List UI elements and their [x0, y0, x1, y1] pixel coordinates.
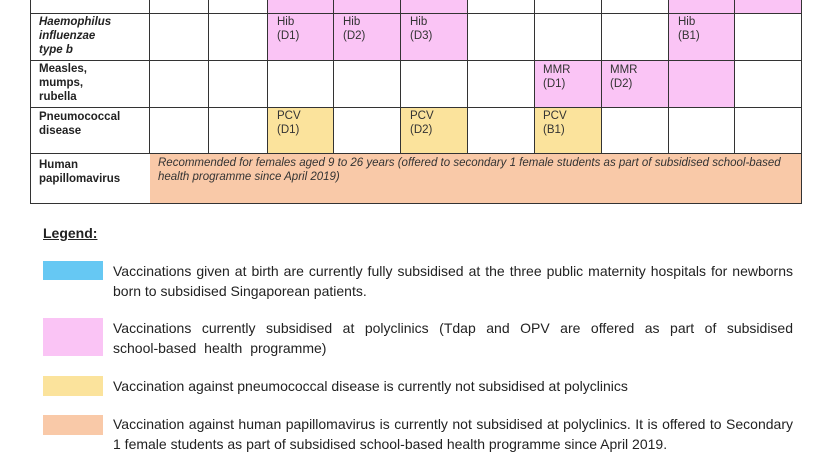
legend-title: Legend:: [43, 225, 98, 241]
legend-swatch-polyclinic: [43, 318, 103, 356]
legend-text-polyclinic: Vaccinations currently subsidised at polyclinics (Tdap and OPV are offered as part of subsidised school-based health programme): [113, 320, 793, 356]
vaccination-schedule-table: [0, 0, 830, 204]
legend-text-birth: Vaccinations given at birth are currently fully subsidised at the three public maternity hospitals for newborns born to subsidised Singaporean patients.: [113, 263, 793, 299]
legend-swatch-hpv: [43, 415, 103, 435]
legend-swatch-birth: [43, 261, 103, 280]
dose-hib-d1: Hib (D1): [277, 16, 300, 42]
hpv-recommendation-note: Recommended for females aged 9 to 26 years (offered to secondary 1 female students as part of subsidised school-based health programme since April 2019): [158, 157, 781, 183]
dose-pcv-d1: PCV (D1): [277, 110, 301, 136]
dose-hib-d3: Hib (D3): [410, 16, 433, 42]
dose-mmr-d1: MMR (D1): [543, 64, 571, 90]
top-row-fill: [267, 0, 467, 13]
dose-hib-d2: Hib (D2): [343, 16, 366, 42]
legend-swatch-pneumococcal: [43, 376, 103, 396]
legend-text-pneumococcal: Vaccination against pneumococcal disease is currently not subsidised at polyclinics: [113, 378, 628, 394]
row-label-mmr: Measles, mumps, rubella: [39, 63, 87, 103]
dose-hib-b1: Hib (B1): [678, 16, 700, 42]
dose-mmr-d2: MMR (D2): [610, 64, 638, 90]
row-label-pneumococcal: Pneumococcal disease: [39, 111, 121, 137]
row-label-hpv: Human papillomavirus: [39, 159, 121, 185]
dose-pcv-b1: PCV (B1): [543, 110, 567, 136]
row-label-hib: Haemophilus influenzae type b: [39, 16, 112, 56]
legend-text-hpv: Vaccination against human papillomavirus is currently not subsidised at polyclinics. It is offered to Secondary 1 female students as part of subsidised school-based health programme since April 2019.: [113, 416, 793, 452]
dose-pcv-d2: PCV (D2): [410, 110, 434, 136]
